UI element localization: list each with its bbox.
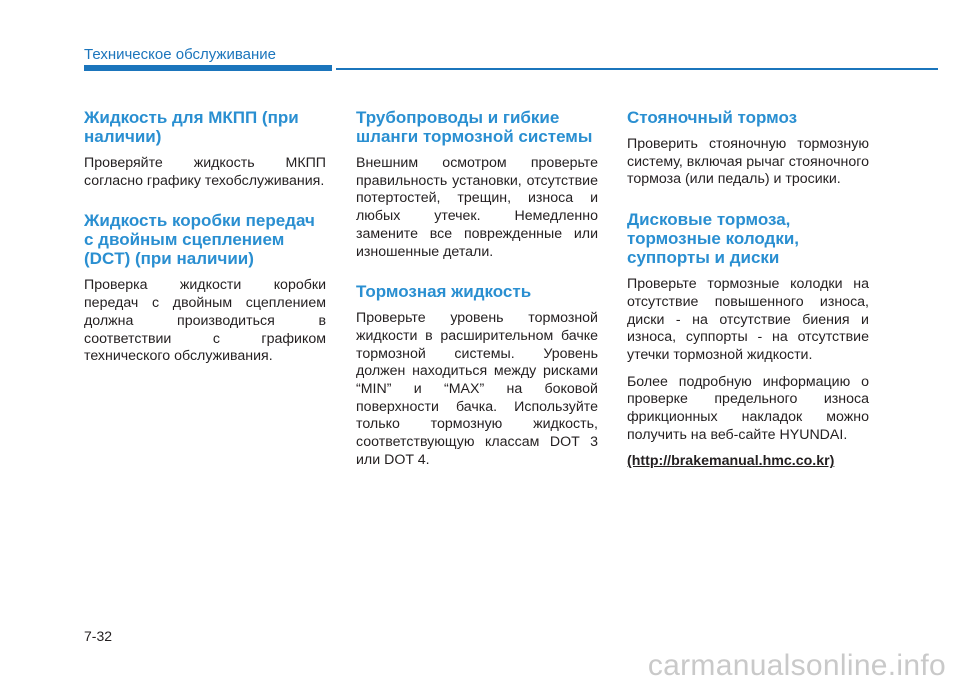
column-middle (356, 108, 598, 479)
paragraph-dct-fluid: Проверка жидкости коробки передач с двойным сцеплением должна производиться в соответствии с графиком технического обслуживания. (84, 277, 326, 365)
paragraph-more-info: Более подробную информацию о проверке предельного износа фрикционных накладок можно получить на веб-сайте HYUNDAI. (627, 373, 869, 443)
page-number: 7-32 (84, 628, 113, 644)
header-rule-thick (84, 65, 332, 71)
heading-parking-brake: Стояночный тормоз (627, 108, 798, 127)
paragraph-brake-fluid: Проверьте уровень тормозной жидкости в расширительном бачке тормозной системы. Уровень должен находиться между рисками “MIN” и “MAX” на боковой поверхности бачка. Используйте только тормозную жидкость, соответствующую классам DOT 3 или DOT 4. (356, 310, 598, 468)
column-left (84, 108, 326, 375)
heading-disc-brakes: Дисковые тормоза, тормозные колодки, суппорты и диски (627, 210, 800, 268)
heading-brake-fluid: Тормозная жидкость (356, 282, 532, 302)
paragraph-disc-brakes: Проверьте тормозные колодки на отсутствие повышенного износа, диски - на отсутствие биения и износа, суппорты - на отсутствие утечки тормозной жидкости. (627, 276, 869, 363)
paragraph-parking-brake: Проверить стояночную тормозную систему, включая рычаг стояночного тормоза (или педаль) и тросики. (627, 136, 870, 188)
section-title: Техническое обслуживание (84, 46, 276, 63)
heading-dct-fluid: Жидкость коробки передач с двойным сцеплением (DCT) (при наличии) (84, 211, 315, 269)
paragraph-brake-lines: Внешним осмотром проверьте правильность установки, отсутствие потертостей, трещин, износа и любых утечек. Немедленно замените все поврежденные или изношенные детали. (356, 155, 598, 260)
brake-manual-link[interactable]: (http://brakemanual.hmc.co.kr) (627, 453, 835, 470)
paragraph-mt-fluid: Проверяйте жидкость МКПП согласно графику техобслуживания. (84, 155, 326, 189)
heading-mt-fluid: Жидкость для МКПП (при наличии) (84, 108, 299, 146)
header-rule-thin (336, 68, 938, 70)
watermark: carmanualsonline.info (647, 649, 946, 682)
column-right (627, 108, 869, 480)
heading-brake-lines: Трубопроводы и гибкие шланги тормозной системы (356, 108, 593, 146)
